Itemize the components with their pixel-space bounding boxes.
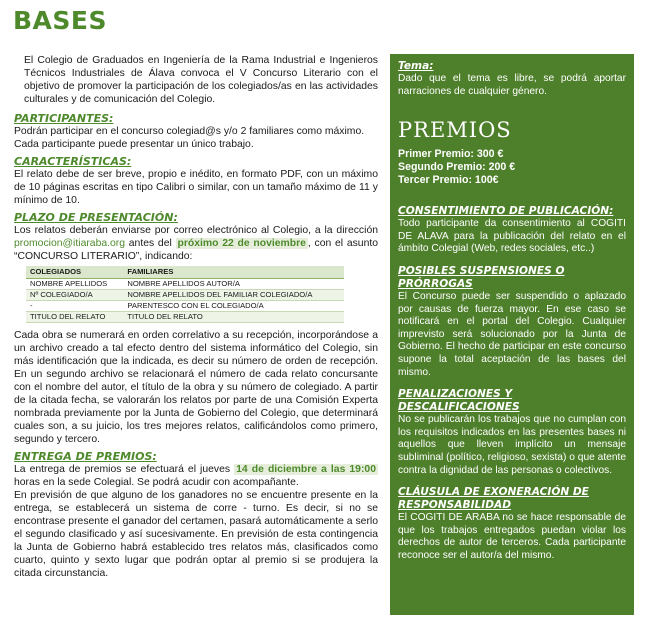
prize-third: Tercer Premio: 100€: [398, 174, 499, 187]
suspension-heading: POSIBLES SUSPENSIONES O PRÓRROGAS: [398, 264, 565, 290]
table-cell: Nº COLEGIADO/A: [26, 290, 123, 301]
table-cell: NOMBRE APELLIDOS DEL FAMILIAR COLEGIADO/A: [123, 290, 344, 301]
suspension-text: El Concurso puede ser suspendido o aplazado por causas de fuerza mayor. En ese caso se notificará en el portal del Colegio. Cualquier imprevisto será solucionado por la Junta de Gobierno. El hecho de participar en este concurso supone la total aceptación de las bases del mismo.: [398, 290, 626, 378]
table-cell: -: [26, 301, 123, 312]
clause-heading: CLÁUSULA DE EXONERACIÓN DE RESPONSABILIDAD: [398, 486, 589, 512]
consent-heading: CONSENTIMIENTO DE PUBLICACIÓN:: [398, 205, 614, 218]
plazo-text: [14, 224, 378, 263]
table-header-familiares: FAMILIARES: [123, 266, 344, 279]
tema-heading: Tema:: [398, 60, 434, 72]
table-cell: PARENTESCO CON EL COLEGIADO/A: [123, 301, 344, 312]
plazo-text-c: , con el asunto “CONCURSO LITERARIO”, indicando:: [14, 238, 379, 262]
entrega-heading: ENTREGA DE PREMIOS:: [14, 450, 157, 463]
caracteristicas-text: El relato debe de ser breve, propio e inédito, en formato PDF, con un máximo de 10 páginas escritas en tipo Calibri o similar, con un tamaño máximo de 11 y mínimo de 10.: [14, 169, 378, 206]
clause-text: El COGITI DE ARABA no se hace responsable de que los trabajos entregados puedan violar los derechos de autor de terceros. Cada participante reconoce ser el autor/a del mismo.: [398, 512, 626, 561]
process-text: Cada obra se numerará en orden correlativo a su recepción, incorporándose a un archivo creado a tal efecto dentro del sistema informático del Colegio, sin más identificación que la indicada, es decir su número de orden de recepción. En un segundo archivo se relacionará el número de cada relato concursante con el nombre del autor, el título de la obra y su número de colegiado. A partir de la citada fecha, se valorarán los relatos por parte de una Comisión Experta nombrada previamente por la Junta de Gobierno del Colegio, que determinará cuales son, a su juicio, los tres mejores relatos, calificándolos como primero, segundo y tercero.: [14, 330, 378, 445]
plazo-heading: PLAZO DE PRESENTACIÓN:: [14, 211, 178, 224]
table-row: [26, 290, 344, 301]
main-column: [14, 54, 378, 580]
plazo-text-b: antes del: [128, 238, 172, 249]
participantes-line-1: Podrán participar en el concurso colegiad@s y/o 2 familiares como máximo.: [14, 126, 365, 137]
penalizaciones-text: No se publicarán los trabajos que no cumplan con los requisitos indicados en las presentes bases ni aquellos que lleven implícito un mensaje subliminal (político, religioso, sexista) o que atente contra la dignidad de las personas o colectivos.: [398, 414, 626, 476]
table-header-colegiados: COLEGIADOS: [26, 266, 123, 279]
entrega-date: 14 de diciembre a las 19:00: [236, 464, 376, 475]
deadline-date: próximo 22 de noviembre: [177, 238, 306, 249]
participantes-heading: PARTICIPANTES:: [14, 112, 114, 125]
table-cell: TITULO DEL RELATO: [123, 312, 344, 323]
participantes-line-2: Cada participante puede presentar un único trabajo.: [14, 139, 254, 150]
table-cell: NOMBRE APELLIDOS AUTOR/A: [123, 279, 344, 290]
sidebar-panel: [390, 54, 634, 615]
tema-text: Dado que el tema es libre, se podrá aportar narraciones de cualquier género.: [398, 73, 626, 97]
plazo-text-a: Los relatos deberán enviarse por correo electrónico al Colegio, a la dirección: [14, 225, 378, 236]
table-cell: NOMBRE APELLIDOS: [26, 279, 123, 290]
caracteristicas-heading: CARACTERÍSTICAS:: [14, 155, 132, 168]
prize-first: Primer Premio: 300 €: [398, 148, 504, 161]
table-cell: TITULO DEL RELATO: [26, 312, 123, 323]
intro-paragraph: El Colegio de Graduados en Ingeniería de la Rama Industrial e Ingenieros Técnicos Industriales de Álava convoca el V Concurso Literario con el objetivo de promover la participación de los colegiados/as en las actividades culturales y de comunicación del Colegio.: [24, 55, 378, 105]
email-link[interactable]: promocion@itiaraba.org: [14, 238, 126, 249]
penalizaciones-heading: PENALIZACIONES Y DESCALIFICACIONES: [398, 388, 520, 414]
info-table: [26, 266, 344, 323]
entrega-text-b: horas en la sede Colegial. Se podrá acudir con acompañante.: [14, 477, 299, 488]
entrega-text-2: En previsión de que alguno de los ganadores no se encuentre presente en la entrega, se establecerá un sistema de corre - turno. Es decir, si no se encontrase presente el ganador del certamen, pasará automáticamente a serlo el segundo clasificado y así sucesivamente. En previsión de esta contingencia la Junta de Gobierno habrá establecido tres relatos más, clasificados como cuarto, quinto y sexto lugar que podrán optar al premio si se produjera la citada circunstancia.: [14, 490, 378, 579]
consent-text: Todo participante da consentimiento al COGITI DE ALAVA para la publicación del relato en el ámbito Colegial (Web, redes sociales, etc..): [398, 218, 626, 255]
prize-second: Segundo Premio: 200 €: [398, 161, 516, 174]
page-title: BASES: [13, 6, 107, 35]
premios-title: PREMIOS: [398, 118, 512, 143]
table-row: [26, 279, 344, 290]
entrega-text: [14, 463, 378, 489]
table-row: [26, 301, 344, 312]
entrega-text-a: La entrega de premios se efectuará el jueves: [14, 464, 231, 475]
table-row: [26, 312, 344, 323]
